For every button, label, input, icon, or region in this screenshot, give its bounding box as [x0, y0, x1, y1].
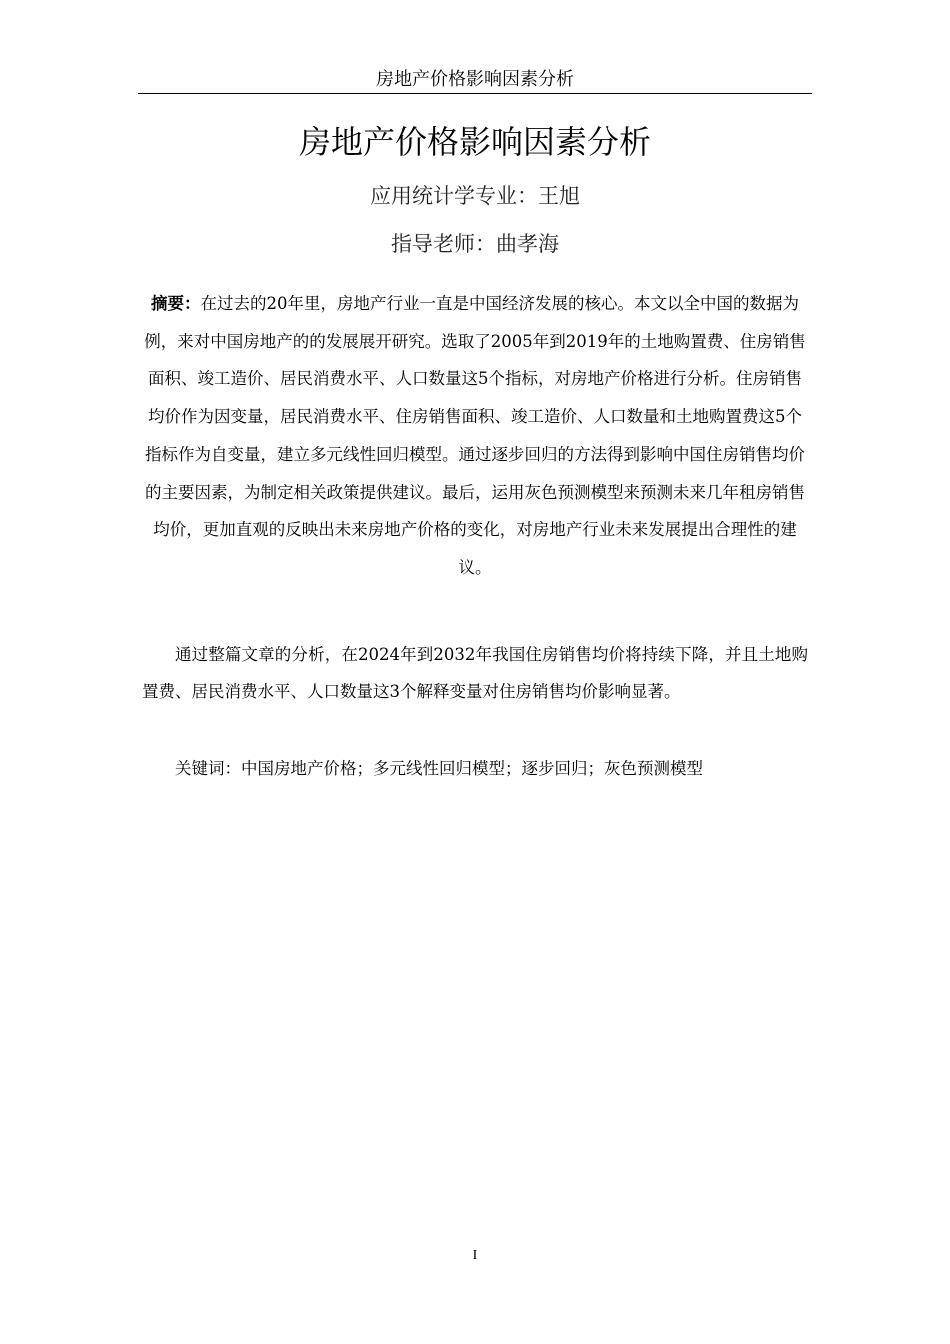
advisor-line: 指导老师：曲孝海 — [391, 232, 559, 256]
abstract-label: 摘要： — [151, 294, 201, 313]
running-header: 房地产价格影响因素分析 — [376, 69, 574, 90]
conclusion-paragraph: 通过整篇文章的分析，在2024年到2032年我国住房销售均价将持续下降，并且土地购置费、居民消费水平、人口数量这3个解释变量对住房销售均价影响显著。 — [142, 645, 808, 701]
keywords-line: 关键词：中国房地产价格；多元线性回归模型；逐步回归；灰色预测模型 — [175, 759, 703, 778]
abstract — [142, 285, 808, 587]
paper-title: 房地产价格影响因素分析 — [298, 123, 651, 161]
page-number: I — [472, 1248, 478, 1263]
abstract-text: 在过去的20年里，房地产行业一直是中国经济发展的核心。本文以全中国的数据为例，来对中国房地产的的发展展开研究。选取了2005年到2019年的土地购置费、住房销售面积、竣工造价、居民消费水平、人口数量这5个指标，对房地产价格进行分析。住房销售均价作为因变量，居民消费水平、住房销售面积、竣工造价、人口数量和土地购置费这5个指标作为自变量，建立多元线性回归模型。通过逐步回归的方法得到影响中国住房销售均价的主要因素，为制定相关政策提供建议。最后，运用灰色预测模型来预测未来几年租房销售均价，更加直观的反映出未来房地产价格的变化，对房地产行业未来发展提出合理性的建议。 — [144, 294, 806, 577]
header-rule — [138, 93, 812, 94]
author-line: 应用统计学专业：王旭 — [370, 184, 580, 208]
